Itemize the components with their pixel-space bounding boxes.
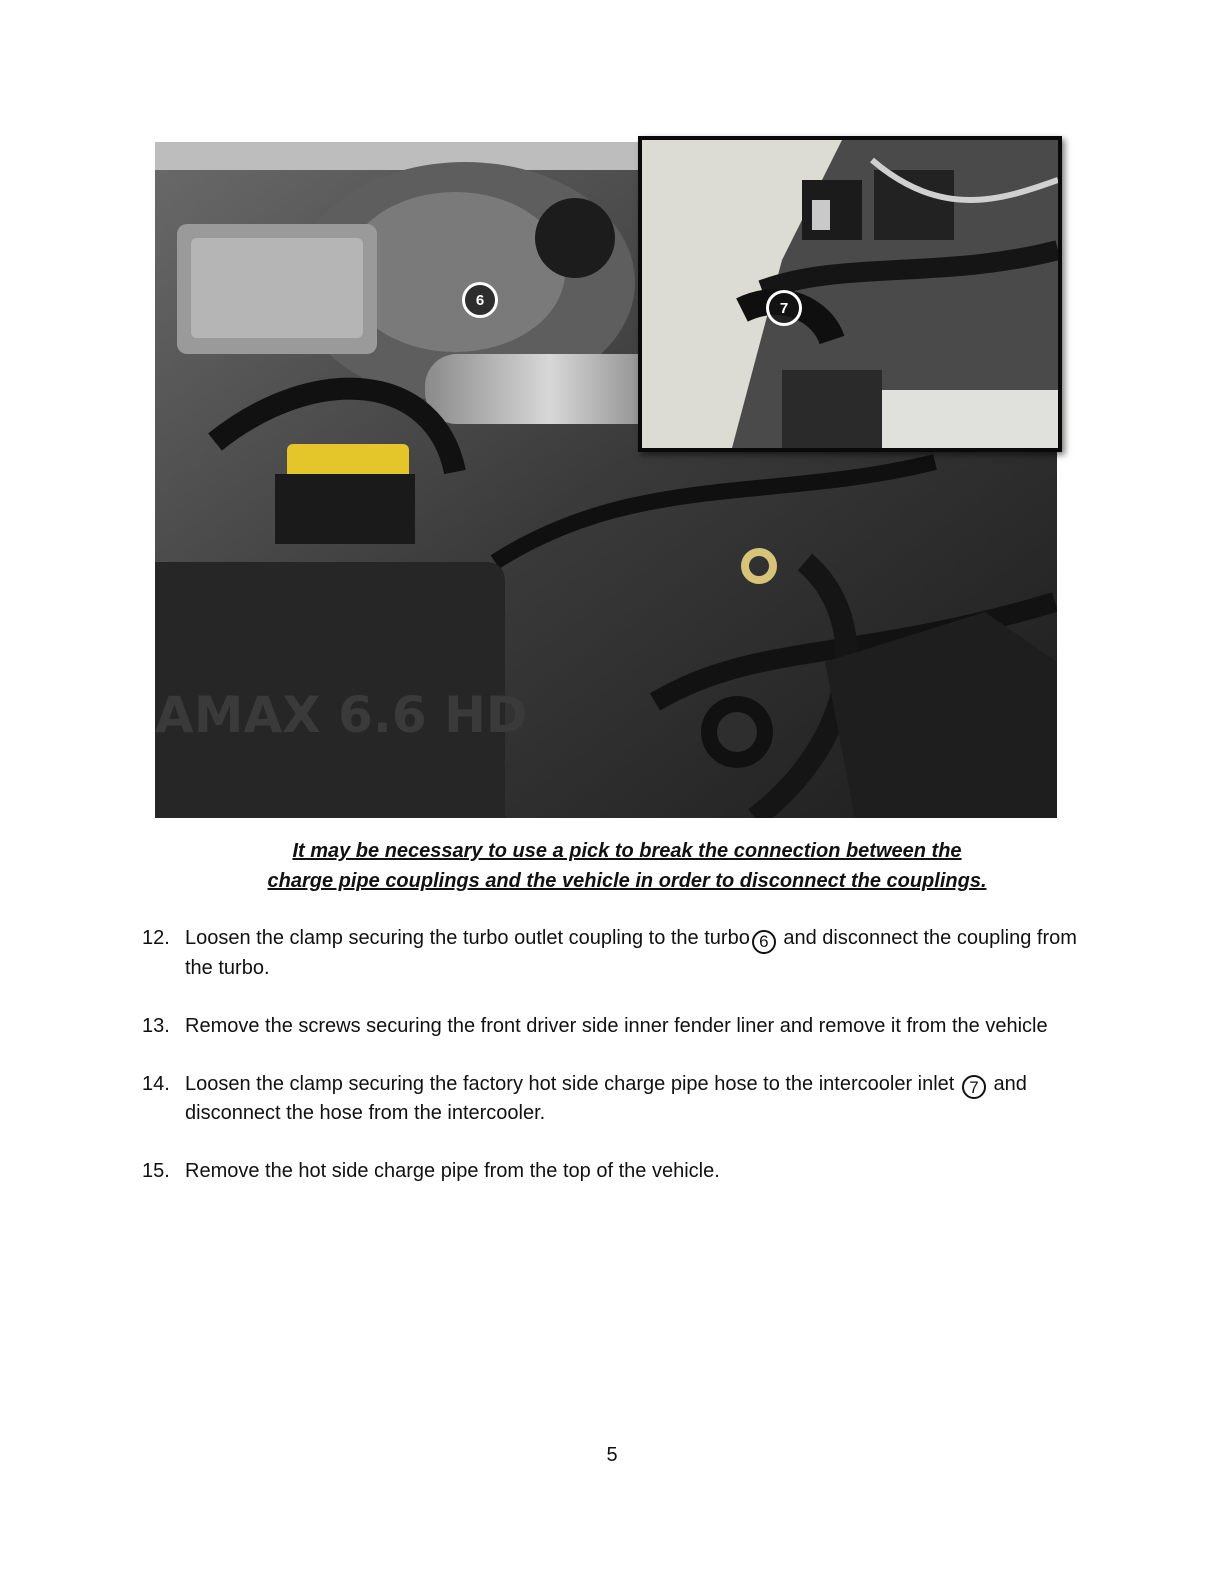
- step-text: Loosen the clamp securing the factory hot side charge pipe hose to the intercooler inlet: [185, 1072, 960, 1095]
- instruction-steps: [142, 924, 1082, 1215]
- step-number: 12.: [142, 927, 170, 949]
- step-number: 15.: [142, 1160, 170, 1182]
- step-12: [142, 924, 1082, 983]
- inset-photo: [638, 136, 1062, 452]
- step-number: 13.: [142, 1014, 170, 1037]
- step-text: Remove the screws securing the front driver side inner fender liner and remove it from the vehicle: [185, 1014, 1048, 1037]
- step-text: Remove the hot side charge pipe from the top of the vehicle.: [185, 1160, 720, 1182]
- figure-caption: [150, 836, 1104, 896]
- step-15: [142, 1157, 1082, 1186]
- callout-7: [766, 290, 802, 326]
- callout-7-label: 7: [779, 299, 789, 317]
- step-13: [142, 1012, 1082, 1041]
- step-number: 14.: [142, 1072, 170, 1095]
- callout-reference-6: 6: [752, 930, 776, 954]
- callout-reference-7: 7: [962, 1075, 986, 1099]
- step-text-continued: and disconnect the coupling from the turbo.: [185, 927, 1077, 979]
- step-text: Loosen the clamp securing the turbo outlet coupling to the turbo: [185, 927, 750, 949]
- step-text-continued: and disconnect the hose from the intercooler.: [185, 1072, 1027, 1124]
- step-14: [142, 1070, 1082, 1129]
- caption-line-2: charge pipe couplings and the vehicle in order to disconnect the couplings.: [267, 870, 987, 892]
- caption-line-1: It may be necessary to use a pick to break the connection between the: [292, 840, 962, 862]
- callout-6-label: 6: [475, 291, 485, 309]
- cover-logo-text: AMAX 6.6 HD: [155, 686, 528, 744]
- page-number: 5: [606, 1444, 618, 1466]
- callout-6: [462, 282, 498, 318]
